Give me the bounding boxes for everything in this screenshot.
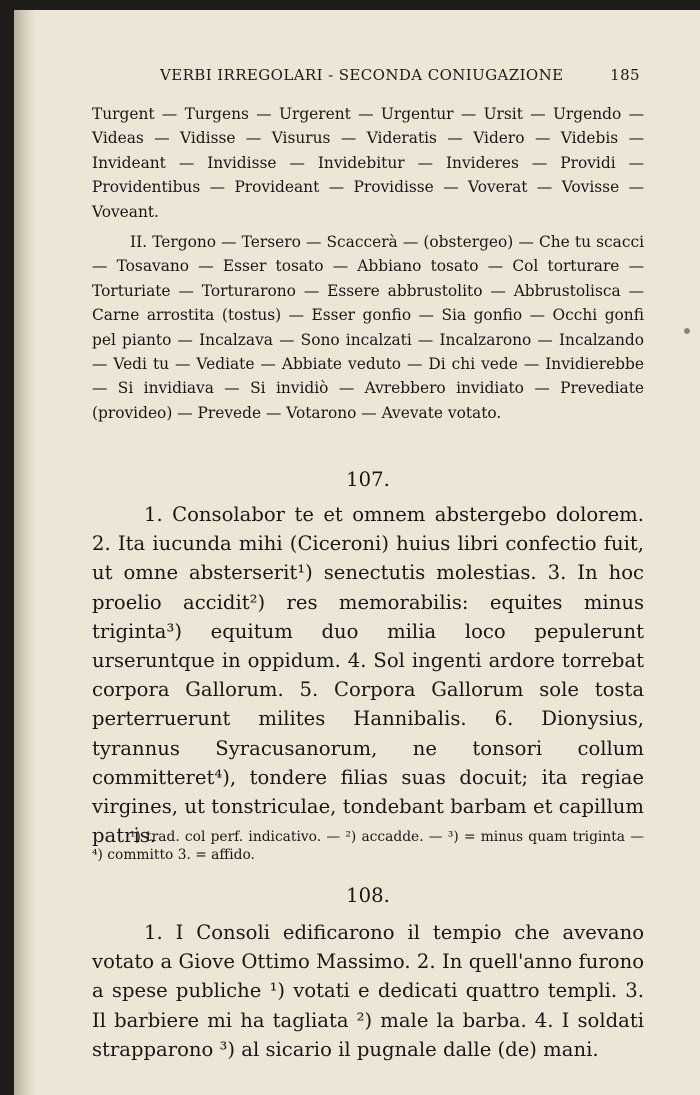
latin-forms-text: Turgent — Turgens — Urgerent — Urgentur — Ursit — Urgendo — Videas — Vidisse — Visurus — Videratis — Videro — Videbis — Invideant — Invidisse — Invidebitur — Invideres — Providi — Providentibus — Provideant — Providisse — Voverat — Vovisse — Voveant. xyxy=(92,105,644,221)
book-page xyxy=(14,10,700,1095)
exercise-107-footnote-block xyxy=(92,828,644,864)
exercise-107-body xyxy=(92,500,644,850)
italian-forms-text: II. Tergono — Tersero — Scaccerà — (obstergeo) — Che tu scacci — Tosavano — Esser tosato — Abbiano tosato — Col torturare — Torturiate — Torturarono — Essere abbrustolito — Abbrustolisca — Carne arrostita (tostus) — Esser gonfio — Sia gonfio — Occhi gonfi pel pianto — Incalzava — Sono incalzati — Incalzarono — Incalzando — Vedi tu — Vediate — Abbiate veduto — Di chi vede — Invidierebbe — Si invidiava — Si invidiò — Avrebbero invidiato — Prevediate (provideo) — Prevede — Votarono — Avevate votato. xyxy=(92,233,644,422)
exercise-108-text: 1. I Consoli edificarono il tempio che avevano votato a Giove Ottimo Massimo. 2. In quell'anno furono a spese publiche ¹) votati e dedicati quattro templi. 3. Il barbiere mi ha tagliata ²) male la barba. 4. I soldati strapparono ³) al sicario il pugnale dalle (de) mani. xyxy=(92,921,644,1061)
exercise-108-body xyxy=(92,918,644,1064)
latin-forms-paragraph xyxy=(92,102,644,224)
page-number: 185 xyxy=(610,66,640,84)
exercise-108-number: 108. xyxy=(346,884,390,907)
running-title: VERBI IRREGOLARI - SECONDA CONIUGAZIONE xyxy=(160,66,564,84)
ink-speck xyxy=(684,328,690,334)
page-gutter xyxy=(14,10,36,1095)
exercise-107-footnote: ¹) trad. col perf. indicativo. — ²) accadde. — ³) = minus quam triginta — ⁴) committo 3. = affido. xyxy=(92,829,644,863)
italian-forms-paragraph xyxy=(92,230,644,425)
exercise-107-number: 107. xyxy=(346,468,390,491)
exercise-107-text: 1. Consolabor te et omnem abstergebo dolorem. 2. Ita iucunda mihi (Ciceroni) huius libri confectio fuit, ut omne absterserit¹) senectutis molestias. 3. In hoc proelio accidit²) res memorabilis: equites minus triginta³) equitum duo milia loco pepulerunt urseruntque in oppidum. 4. Sol ingenti ardore torrebat corpora Gallorum. 5. Corpora Gallorum sole tosta perterruerunt milites Hannibalis. 6. Dionysius, tyrannus Syracusanorum, ne tonsori collum committeret⁴), tondere filias suas docuit; ita regiae virgines, ut tonstriculae, tondebant barbam et capillum patris. xyxy=(92,503,644,848)
running-header xyxy=(160,66,640,84)
